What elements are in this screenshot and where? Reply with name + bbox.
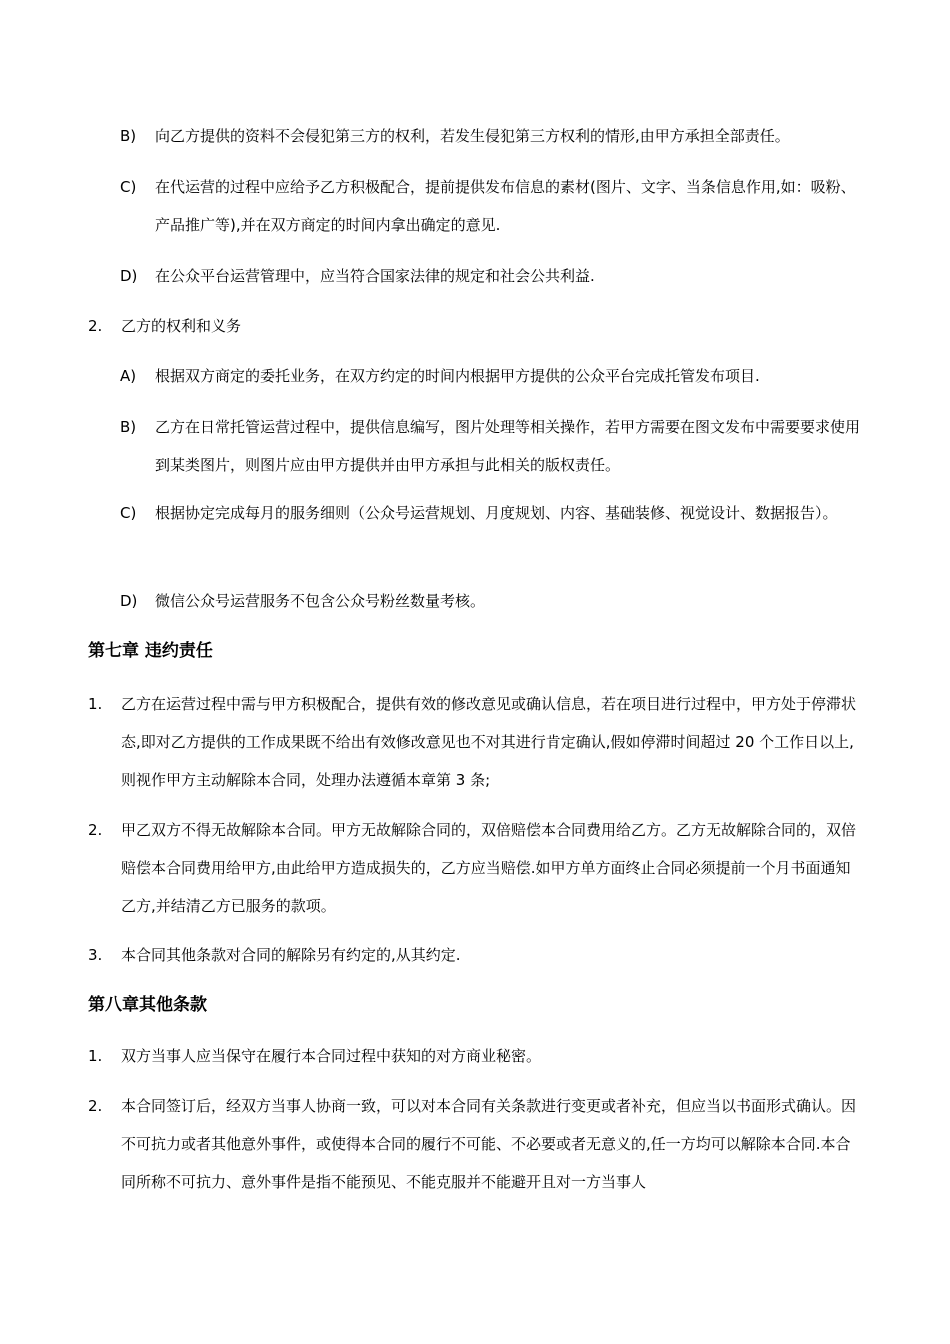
chapter-title: 第八章其他条款 [88, 995, 207, 1015]
item-text: 双方当事人应当保守在履行本合同过程中获知的对方商业秘密。 [121, 1047, 542, 1065]
section-heading [88, 307, 865, 345]
item-text: 本合同签订后，经双方当事人协商一致，可以对本合同有关条款进行变更或者补充，但应当以书面形式确认。因不可抗力或者其他意外事件，或使得本合同的履行不可能、不必要或者无意义的,任一方均可以解除本合同.本合同所称不可抗力、意外事件是指不能预见、不能克服并不能避开且对一方当事人 [121, 1097, 857, 1191]
list-item [120, 408, 865, 484]
list-item [88, 936, 865, 974]
item-label: 1. [88, 695, 103, 713]
item-label: 2. [88, 1097, 103, 1115]
list-item [88, 1037, 865, 1075]
list-item [120, 357, 865, 395]
item-label: 1. [88, 1047, 103, 1065]
list-item [120, 168, 865, 244]
item-text: 微信公众号运营服务不包含公众号粉丝数量考核。 [155, 592, 486, 610]
item-text: 向乙方提供的资料不会侵犯第三方的权利，若发生侵犯第三方权利的情形,由甲方承担全部责任。 [155, 127, 790, 145]
item-label: 3. [88, 946, 103, 964]
chapter-title: 第七章 违约责任 [88, 641, 213, 661]
item-label: C) [120, 504, 137, 522]
item-label: D) [120, 267, 138, 285]
item-text: 在代运营的过程中应给予乙方积极配合，提前提供发布信息的素材(图片、文字、当条信息作用,如：吸粉、产品推广等),并在双方商定的时间内拿出确定的意见. [155, 178, 856, 234]
item-text: 根据双方商定的委托业务，在双方约定的时间内根据甲方提供的公众平台完成托管发布项目. [155, 367, 760, 385]
item-label: B) [120, 418, 137, 436]
item-text: 甲乙双方不得无故解除本合同。甲方无故解除合同的，双倍赔偿本合同费用给乙方。乙方无故解除合同的，双倍赔偿本合同费用给甲方,由此给甲方造成损失的，乙方应当赔偿.如甲方单方面终止合同必须提前一个月书面通知乙方,并结清乙方已服务的款项。 [121, 821, 857, 915]
list-item [120, 117, 865, 155]
list-item [120, 582, 865, 620]
item-label: D) [120, 592, 138, 610]
list-item [88, 1087, 865, 1201]
item-label: C) [120, 178, 137, 196]
list-item [88, 811, 865, 925]
item-text: 乙方在日常托管运营过程中，提供信息编写，图片处理等相关操作，若甲方需要在图文发布中需要要求使用到某类图片，则图片应由甲方提供并由甲方承担与此相关的版权责任。 [155, 418, 861, 474]
list-item [120, 494, 865, 532]
item-label: A) [120, 367, 137, 385]
section-number: 2. [88, 317, 103, 335]
item-text: 根据协定完成每月的服务细则（公众号运营规划、月度规划、内容、基础装修、视觉设计、数据报告）。 [155, 504, 838, 522]
list-item [120, 257, 865, 295]
item-text: 乙方在运营过程中需与甲方积极配合，提供有效的修改意见或确认信息，若在项目进行过程中，甲方处于停滞状态,即对乙方提供的工作成果既不给出有效修改意见也不对其进行肯定确认,假如停滞时间超过 20 个工作日以上,则视作甲方主动解除本合同，处理办法遵循本章第 3 条; [121, 695, 857, 789]
item-text: 在公众平台运营管理中，应当符合国家法律的规定和社会公共利益. [155, 267, 595, 285]
item-label: 2. [88, 821, 103, 839]
list-item [88, 685, 865, 799]
section-title: 乙方的权利和义务 [121, 317, 242, 335]
item-text: 本合同其他条款对合同的解除另有约定的,从其约定. [121, 946, 461, 964]
item-label: B) [120, 127, 137, 145]
